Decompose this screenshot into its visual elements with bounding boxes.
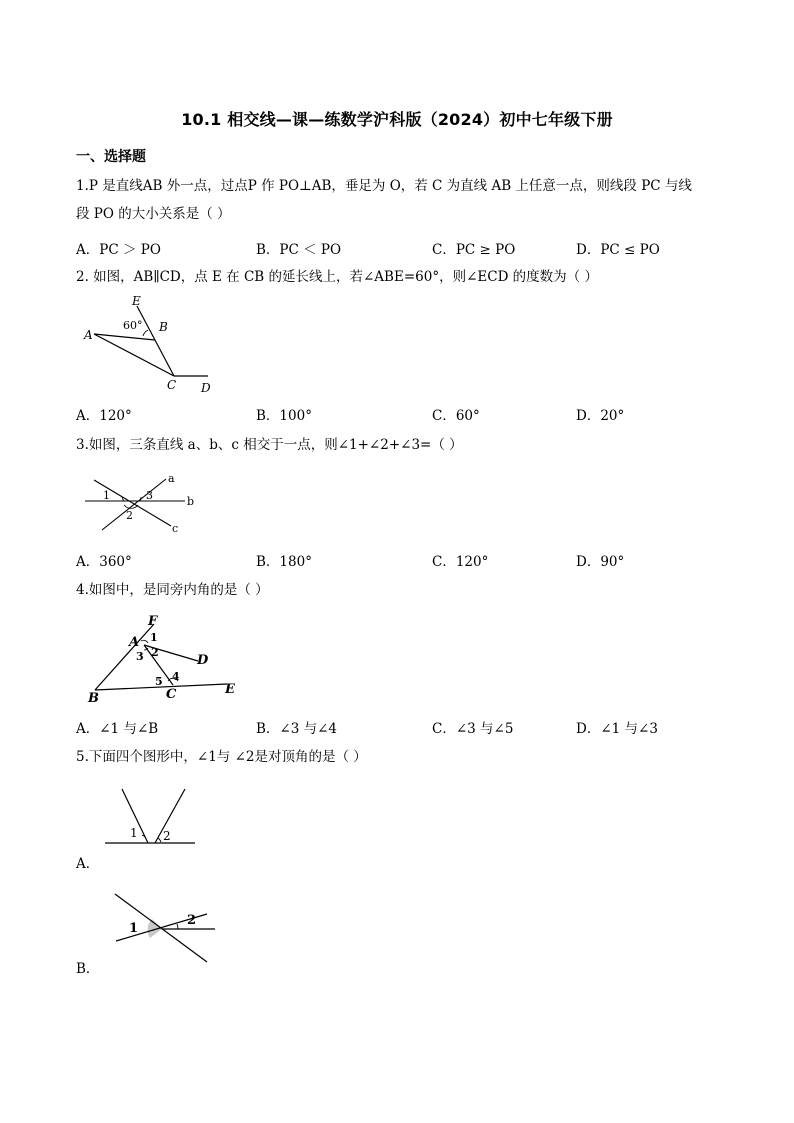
q1-option-d: D．PC ≤ PO bbox=[576, 242, 660, 258]
q3-option-d: D．90° bbox=[576, 554, 625, 570]
figure-q2 bbox=[80, 294, 230, 398]
q2-option-b: B．100° bbox=[256, 408, 312, 424]
q4-option-a: A．∠1 与∠B bbox=[76, 721, 159, 737]
q4-label-e: E bbox=[225, 682, 235, 697]
q4-angle-2: 2 bbox=[151, 646, 159, 659]
q4-label-a: A bbox=[129, 635, 140, 650]
q4-option-b: B．∠3 与∠4 bbox=[256, 721, 338, 737]
figure-q4 bbox=[80, 612, 245, 704]
figure-q3 bbox=[80, 470, 205, 538]
q3-label-a: a bbox=[168, 472, 175, 485]
q2-option-c: C．60° bbox=[432, 408, 480, 424]
q3-option-c: C．120° bbox=[432, 554, 489, 570]
q3-angle-2: 2 bbox=[126, 509, 133, 522]
figure-q5-b bbox=[110, 892, 220, 968]
q3-label-c: c bbox=[172, 522, 179, 535]
section-heading: 一、选择题 bbox=[76, 149, 146, 165]
q5b-angle-2: 2 bbox=[187, 913, 197, 928]
q4-label-f: F bbox=[148, 614, 158, 629]
q3-angle-3: 3 bbox=[146, 489, 153, 502]
q1-option-a: A．PC ＞ PO bbox=[76, 242, 161, 258]
question-2-text: 2. 如图，AB∥CD，点 E 在 CB 的延长线上，若∠ABE=60°，则∠ECD 的度数为（ ） bbox=[76, 269, 598, 285]
q4-label-d: D bbox=[197, 653, 209, 668]
q4-angle-3: 3 bbox=[136, 650, 144, 663]
q3-angle-1: 1 bbox=[103, 489, 110, 502]
figure-q5-a bbox=[100, 785, 200, 850]
q5-option-b: B． bbox=[76, 961, 100, 977]
q4-angle-4: 4 bbox=[172, 670, 180, 683]
q4-option-d: D．∠1 与∠3 bbox=[576, 721, 658, 737]
q2-label-a: A bbox=[84, 328, 93, 342]
q2-label-c: C bbox=[167, 378, 177, 392]
q1-option-c: C．PC ≥ PO bbox=[432, 242, 516, 258]
question-1-line-1: 1.P 是直线AB 外一点，过点P 作 PO⊥AB，垂足为 O，若 C 为直线 AB 上任意一点，则线段 PC 与线 bbox=[76, 178, 692, 194]
q2-label-d: D bbox=[201, 381, 211, 395]
question-1-line-2: 段 PO 的大小关系是（ ） bbox=[76, 206, 231, 222]
q3-option-b: B．180° bbox=[256, 554, 312, 570]
q4-label-b: B bbox=[88, 691, 99, 704]
q4-angle-1: 1 bbox=[150, 631, 158, 644]
page-title: 10.1 相交线—课—练数学沪科版（2024）初中七年级下册 bbox=[181, 110, 613, 129]
q3-label-b: b bbox=[187, 495, 195, 508]
q4-option-c: C．∠3 与∠5 bbox=[432, 721, 514, 737]
q2-label-angle: 60° bbox=[123, 319, 143, 332]
question-4-text: 4.如图中，是同旁内角的是（ ） bbox=[76, 582, 269, 598]
q5-option-a: A． bbox=[76, 856, 100, 872]
q4-angle-5: 5 bbox=[155, 675, 163, 688]
q2-option-d: D．20° bbox=[576, 408, 625, 424]
q5a-angle-2: 2 bbox=[163, 829, 171, 843]
q2-label-e: E bbox=[132, 294, 141, 308]
q5a-angle-1: 1 bbox=[130, 826, 138, 840]
q1-option-b: B．PC ＜ PO bbox=[256, 242, 342, 258]
q2-option-a: A．120° bbox=[76, 408, 132, 424]
question-5-text: 5.下面四个图形中，∠1与 ∠2是对顶角的是（ ） bbox=[76, 749, 367, 765]
q5b-angle-1: 1 bbox=[129, 921, 139, 936]
q2-label-b: B bbox=[159, 320, 168, 334]
q3-option-a: A．360° bbox=[76, 554, 132, 570]
q4-label-c: C bbox=[166, 687, 177, 702]
question-3-text: 3.如图，三条直线 a、b、c 相交于一点，则∠1+∠2+∠3=（ ） bbox=[76, 437, 463, 453]
